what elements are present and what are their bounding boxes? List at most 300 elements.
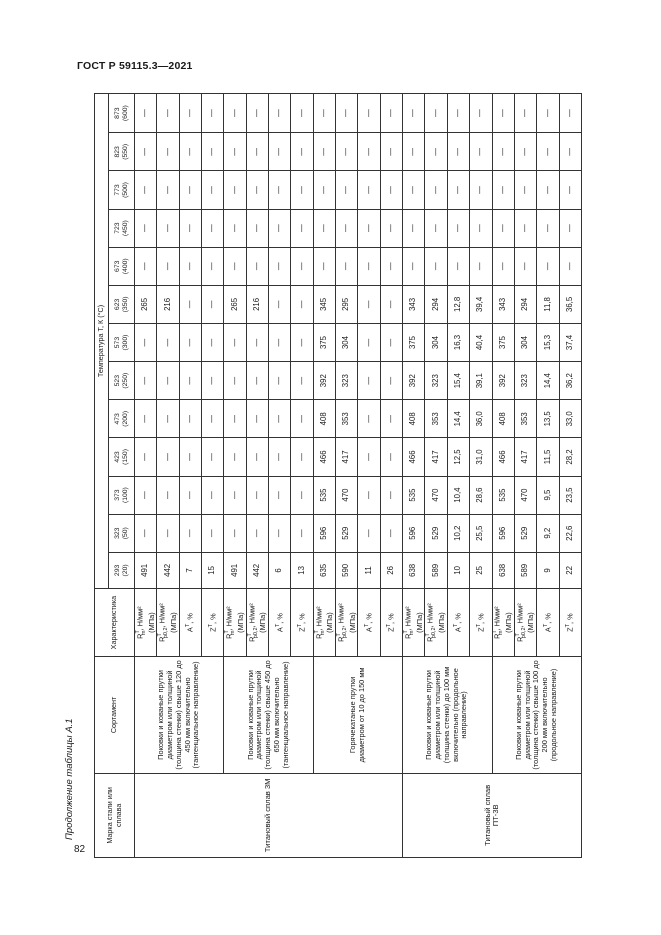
value-cell: — — [157, 362, 179, 400]
temperature-celsius: (50) — [121, 527, 129, 540]
value-cell: — — [224, 133, 246, 171]
value-cell: — — [157, 247, 179, 285]
value-cell: 15,4 — [447, 362, 469, 400]
value-cell: — — [179, 171, 201, 209]
value-cell: — — [135, 362, 157, 400]
temperature-column-header — [109, 552, 135, 588]
value-cell: 535 — [492, 476, 514, 514]
value-cell: 392 — [313, 362, 335, 400]
value-cell: 375 — [492, 323, 514, 361]
value-cell: — — [291, 285, 313, 323]
temperature-kelvin: 723 — [114, 222, 122, 234]
value-cell: — — [135, 133, 157, 171]
value-cell: — — [224, 323, 246, 361]
value-cell: 529 — [336, 514, 358, 552]
value-cell: — — [291, 323, 313, 361]
value-cell: — — [358, 362, 380, 400]
characteristic-unit-mpa: (МПа) — [258, 612, 268, 633]
table-row — [135, 94, 157, 858]
value-cell: 466 — [313, 438, 335, 476]
value-cell: — — [313, 171, 335, 209]
value-cell: — — [269, 171, 291, 209]
value-cell: 12,8 — [447, 285, 469, 323]
value-cell: — — [403, 94, 425, 133]
characteristic-subscript: m — [230, 630, 237, 636]
characteristic-symbol: R — [224, 633, 234, 639]
value-cell: — — [157, 171, 179, 209]
alloy-grade-cell: Титановый сплав ПТ-3В — [403, 773, 582, 857]
value-cell: — — [380, 171, 402, 209]
value-cell: — — [202, 133, 224, 171]
value-cell: 216 — [246, 285, 268, 323]
characteristic-superscript: T — [363, 623, 370, 628]
value-cell: — — [403, 209, 425, 247]
characteristic-symbol: Z — [297, 627, 307, 632]
table-continuation-label: Продолжение таблицы А.1 — [64, 718, 75, 840]
value-cell: 529 — [425, 514, 447, 552]
value-cell: — — [224, 171, 246, 209]
value-cell: — — [470, 133, 492, 171]
value-cell: — — [269, 438, 291, 476]
value-cell: 36,2 — [559, 362, 581, 400]
characteristic-symbol: Z — [208, 627, 218, 632]
value-cell: 470 — [514, 476, 536, 514]
value-cell: 466 — [492, 438, 514, 476]
value-cell: 304 — [425, 323, 447, 361]
value-cell: — — [246, 514, 268, 552]
characteristic-superscript: T — [207, 623, 214, 628]
value-cell: — — [358, 476, 380, 514]
value-cell: — — [559, 209, 581, 247]
value-cell: 7 — [179, 552, 201, 588]
value-cell: — — [135, 438, 157, 476]
assortment-cell: Поковки и кованые прутки диаметром или толщиной (толщина стенки) до 100 мм включительно (продольное направление) — [403, 657, 492, 773]
temperature-column-header — [109, 362, 135, 400]
value-cell: 638 — [492, 552, 514, 588]
characteristic-superscript: T — [157, 633, 164, 637]
characteristic-cell — [336, 588, 358, 656]
characteristic-symbol: A — [453, 627, 463, 633]
value-cell: 589 — [514, 552, 536, 588]
characteristic-cell — [157, 588, 179, 656]
value-cell: 343 — [492, 285, 514, 323]
value-cell: — — [246, 400, 268, 438]
characteristic-symbol: A — [185, 627, 195, 633]
value-cell: 13,5 — [537, 400, 559, 438]
characteristic-superscript: T — [134, 630, 141, 634]
characteristic-superscript: T — [403, 630, 410, 634]
characteristic-cell — [135, 588, 157, 656]
value-cell: — — [179, 285, 201, 323]
value-cell: 15,3 — [537, 323, 559, 361]
temperature-celsius: (500) — [121, 182, 129, 198]
value-cell: — — [380, 362, 402, 400]
table-body — [135, 94, 582, 858]
characteristic-superscript: T — [296, 623, 303, 628]
characteristic-unit: , % — [275, 613, 285, 624]
value-cell: 25 — [470, 552, 492, 588]
value-cell: — — [291, 514, 313, 552]
value-cell: — — [269, 400, 291, 438]
value-cell: — — [358, 247, 380, 285]
assortment-header: Сортамент — [95, 657, 135, 773]
value-cell: — — [514, 209, 536, 247]
value-cell: — — [224, 438, 246, 476]
temperature-celsius: (20) — [121, 564, 129, 577]
value-cell: 417 — [336, 438, 358, 476]
value-cell: 11,5 — [537, 438, 559, 476]
characteristic-symbol: Z — [565, 627, 575, 632]
characteristic-unit: , Н/мм² — [336, 603, 346, 628]
characteristic-superscript: T — [185, 623, 192, 628]
value-cell: — — [269, 476, 291, 514]
value-cell: 9,2 — [537, 514, 559, 552]
characteristic-unit: , % — [543, 613, 553, 624]
characteristic-unit: , Н/мм² — [425, 603, 435, 628]
temperature-kelvin: 373 — [114, 489, 122, 501]
value-cell: 442 — [157, 552, 179, 588]
temperature-kelvin: 293 — [114, 564, 122, 577]
characteristic-subscript: m — [498, 630, 505, 636]
characteristic-superscript: T — [514, 633, 521, 637]
value-cell: — — [380, 247, 402, 285]
value-cell: — — [358, 438, 380, 476]
value-cell: 31,0 — [470, 438, 492, 476]
value-cell: 23,5 — [559, 476, 581, 514]
grade-header: Марка стали или сплава — [95, 773, 135, 857]
value-cell: — — [269, 247, 291, 285]
value-cell: 6 — [269, 552, 291, 588]
characteristic-cell — [313, 588, 335, 656]
value-cell: 9 — [537, 552, 559, 588]
value-cell: — — [537, 247, 559, 285]
characteristic-unit: , % — [453, 613, 463, 624]
value-cell: 635 — [313, 552, 335, 588]
temperature-kelvin: 773 — [114, 184, 122, 196]
value-cell: 491 — [224, 552, 246, 588]
characteristic-subscript: m — [319, 630, 326, 636]
characteristic-symbol: R — [314, 633, 324, 639]
temperature-column-header — [109, 400, 135, 438]
value-cell: 466 — [403, 438, 425, 476]
value-cell: — — [246, 133, 268, 171]
value-cell: — — [358, 171, 380, 209]
value-cell: — — [269, 362, 291, 400]
value-cell: — — [246, 171, 268, 209]
value-cell: — — [179, 133, 201, 171]
value-cell: — — [336, 133, 358, 171]
value-cell: 14,4 — [537, 362, 559, 400]
value-cell: — — [269, 323, 291, 361]
characteristic-unit: , Н/мм² — [135, 606, 145, 631]
value-cell: 9,5 — [537, 476, 559, 514]
value-cell: — — [202, 247, 224, 285]
value-cell: 589 — [425, 552, 447, 588]
characteristic-unit: , % — [565, 613, 575, 624]
characteristic-symbol: R — [492, 633, 502, 639]
characteristic-symbol: R — [403, 633, 413, 639]
value-cell: — — [403, 133, 425, 171]
value-cell: — — [224, 400, 246, 438]
value-cell: — — [559, 171, 581, 209]
value-cell: — — [179, 323, 201, 361]
value-cell: — — [358, 323, 380, 361]
characteristic-symbol: R — [336, 636, 346, 642]
value-cell: — — [246, 94, 268, 133]
characteristic-superscript: T — [425, 633, 432, 637]
characteristic-header: Характеристика — [95, 588, 135, 656]
value-cell: — — [380, 94, 402, 133]
characteristic-cell — [291, 588, 313, 656]
characteristic-symbol: R — [425, 636, 435, 642]
value-cell: 39,1 — [470, 362, 492, 400]
value-cell: — — [135, 400, 157, 438]
temperature-celsius: (400) — [121, 258, 129, 275]
value-cell: — — [380, 438, 402, 476]
value-cell: 294 — [514, 285, 536, 323]
value-cell: — — [179, 476, 201, 514]
value-cell: — — [403, 171, 425, 209]
value-cell: 13 — [291, 552, 313, 588]
value-cell: — — [358, 209, 380, 247]
value-cell: — — [224, 94, 246, 133]
value-cell: — — [202, 362, 224, 400]
characteristic-subscript: p0,2 — [431, 627, 438, 639]
characteristic-unit-mpa: (МПа) — [146, 612, 156, 633]
value-cell: 22,6 — [559, 514, 581, 552]
header-row — [95, 94, 109, 858]
characteristic-cell — [269, 588, 291, 656]
characteristic-unit: , % — [364, 613, 374, 624]
value-cell: — — [202, 400, 224, 438]
value-cell: — — [157, 133, 179, 171]
value-cell: — — [447, 171, 469, 209]
value-cell: — — [291, 400, 313, 438]
characteristic-unit-mpa: (МПа) — [504, 612, 514, 633]
characteristic-superscript: T — [336, 633, 343, 637]
value-cell: — — [179, 438, 201, 476]
temperature-column-header — [109, 171, 135, 209]
characteristic-unit-mpa: (МПа) — [347, 612, 357, 633]
value-cell: 408 — [313, 400, 335, 438]
value-cell: — — [291, 438, 313, 476]
value-cell: — — [380, 133, 402, 171]
value-cell: 323 — [514, 362, 536, 400]
characteristic-cell — [447, 588, 469, 656]
value-cell: — — [380, 285, 402, 323]
temperature-column-header — [109, 209, 135, 247]
value-cell: — — [157, 438, 179, 476]
value-cell: 265 — [135, 285, 157, 323]
temperature-celsius: (450) — [121, 220, 129, 237]
characteristic-unit-mpa: (МПа) — [437, 612, 447, 633]
characteristic-symbol: A — [275, 627, 285, 633]
temperature-kelvin: 623 — [114, 298, 122, 311]
characteristic-superscript: T — [386, 623, 393, 628]
value-cell: — — [291, 476, 313, 514]
characteristic-unit: , Н/мм² — [314, 606, 324, 631]
temperature-column-header — [109, 323, 135, 361]
temperature-celsius: (550) — [121, 143, 129, 160]
value-cell: — — [157, 323, 179, 361]
properties-table — [94, 93, 582, 858]
value-cell: — — [291, 171, 313, 209]
value-cell: — — [514, 133, 536, 171]
value-cell: — — [470, 171, 492, 209]
characteristic-cell — [224, 588, 246, 656]
assortment-cell: Поковки и кованые прутки диаметром или толщиной (толщина стенки) свыше 450 до 650 мм включительно (тангенциальное направление) — [224, 657, 313, 773]
value-cell: — — [291, 209, 313, 247]
characteristic-cell — [537, 588, 559, 656]
value-cell: 392 — [492, 362, 514, 400]
table-header — [95, 94, 135, 858]
table-row — [492, 94, 514, 858]
temperature-celsius: (350) — [121, 296, 129, 313]
assortment-cell: Поковки и кованые прутки диаметром или толщиной (толщина стенки) свыше 100 до 200 мм включительно (продольное направление) — [492, 657, 581, 773]
value-cell: 417 — [514, 438, 536, 476]
characteristic-symbol: A — [364, 627, 374, 633]
value-cell: 28,2 — [559, 438, 581, 476]
temperature-kelvin: 473 — [114, 413, 122, 425]
value-cell: 40,4 — [470, 323, 492, 361]
characteristic-superscript: T — [453, 623, 460, 628]
value-cell: — — [447, 247, 469, 285]
characteristic-unit: , Н/мм² — [515, 603, 525, 628]
temperature-header: Температура T, К (°С) — [95, 94, 109, 589]
value-cell: 33,0 — [559, 400, 581, 438]
temperature-column-header — [109, 438, 135, 476]
temperature-celsius: (600) — [121, 105, 129, 122]
table-row — [403, 94, 425, 858]
value-cell: — — [291, 94, 313, 133]
value-cell: 491 — [135, 552, 157, 588]
value-cell: — — [269, 209, 291, 247]
value-cell: — — [269, 133, 291, 171]
characteristic-cell — [559, 588, 581, 656]
characteristic-symbol: A — [543, 627, 553, 633]
value-cell: — — [179, 94, 201, 133]
value-cell: 535 — [313, 476, 335, 514]
value-cell: — — [224, 209, 246, 247]
characteristic-superscript: T — [313, 630, 320, 634]
value-cell: 36,5 — [559, 285, 581, 323]
value-cell: — — [224, 476, 246, 514]
value-cell: 11,8 — [537, 285, 559, 323]
value-cell: 470 — [425, 476, 447, 514]
characteristic-subscript: p0,2 — [163, 627, 170, 639]
value-cell: 417 — [425, 438, 447, 476]
value-cell: — — [202, 94, 224, 133]
value-cell: — — [537, 94, 559, 133]
characteristic-cell — [179, 588, 201, 656]
value-cell: 596 — [313, 514, 335, 552]
temperature-column-header — [109, 247, 135, 285]
characteristic-subscript: p0,2 — [252, 627, 259, 639]
value-cell: 442 — [246, 552, 268, 588]
temperature-celsius: (150) — [121, 449, 129, 465]
value-cell: — — [202, 209, 224, 247]
characteristic-unit: , Н/мм² — [403, 606, 413, 631]
value-cell: — — [135, 247, 157, 285]
rotated-table-container — [94, 93, 581, 858]
value-cell: 470 — [336, 476, 358, 514]
value-cell: — — [336, 171, 358, 209]
characteristic-unit: , Н/мм² — [157, 603, 167, 628]
value-cell: — — [537, 133, 559, 171]
value-cell: — — [246, 362, 268, 400]
page-number: 82 — [74, 844, 86, 855]
value-cell: 638 — [403, 552, 425, 588]
value-cell: — — [313, 209, 335, 247]
value-cell: — — [135, 94, 157, 133]
temperature-column-header — [109, 133, 135, 171]
value-cell: 16,3 — [447, 323, 469, 361]
characteristic-cell — [470, 588, 492, 656]
value-cell: — — [336, 247, 358, 285]
temperature-kelvin: 323 — [114, 527, 122, 539]
characteristic-cell — [514, 588, 536, 656]
value-cell: — — [559, 133, 581, 171]
characteristic-cell — [492, 588, 514, 656]
value-cell: — — [358, 94, 380, 133]
value-cell: — — [202, 171, 224, 209]
characteristic-superscript: T — [492, 630, 499, 634]
temperature-kelvin: 873 — [114, 107, 122, 119]
value-cell: — — [224, 362, 246, 400]
value-cell: 304 — [336, 323, 358, 361]
value-cell: 353 — [514, 400, 536, 438]
value-cell: — — [492, 133, 514, 171]
characteristic-superscript: T — [475, 623, 482, 628]
characteristic-cell — [425, 588, 447, 656]
value-cell: — — [336, 94, 358, 133]
value-cell: — — [425, 209, 447, 247]
value-cell: — — [559, 247, 581, 285]
value-cell: — — [135, 171, 157, 209]
value-cell: — — [358, 514, 380, 552]
value-cell: 10,2 — [447, 514, 469, 552]
characteristic-unit: , Н/мм² — [224, 606, 234, 631]
value-cell: 22 — [559, 552, 581, 588]
value-cell: — — [425, 247, 447, 285]
value-cell: 535 — [403, 476, 425, 514]
characteristic-subscript: m — [140, 630, 147, 636]
value-cell: — — [269, 285, 291, 323]
value-cell: — — [514, 94, 536, 133]
value-cell: — — [537, 209, 559, 247]
alloy-grade-cell: Титановый сплав 3М — [135, 773, 403, 857]
value-cell: — — [246, 476, 268, 514]
value-cell: — — [492, 171, 514, 209]
characteristic-unit: , % — [386, 613, 396, 624]
table-row — [313, 94, 335, 858]
value-cell: — — [179, 400, 201, 438]
characteristic-superscript: T — [224, 630, 231, 634]
characteristic-symbol: R — [247, 636, 257, 642]
value-cell: — — [291, 247, 313, 285]
value-cell: 304 — [514, 323, 536, 361]
document-title: ГОСТ Р 59115.3—2021 — [77, 60, 193, 72]
value-cell: — — [470, 209, 492, 247]
value-cell: — — [202, 476, 224, 514]
value-cell: — — [291, 362, 313, 400]
value-cell: 353 — [336, 400, 358, 438]
value-cell: — — [246, 323, 268, 361]
characteristic-subscript: p0,2 — [520, 627, 527, 639]
value-cell: — — [135, 323, 157, 361]
value-cell: 265 — [224, 285, 246, 323]
value-cell: — — [135, 476, 157, 514]
